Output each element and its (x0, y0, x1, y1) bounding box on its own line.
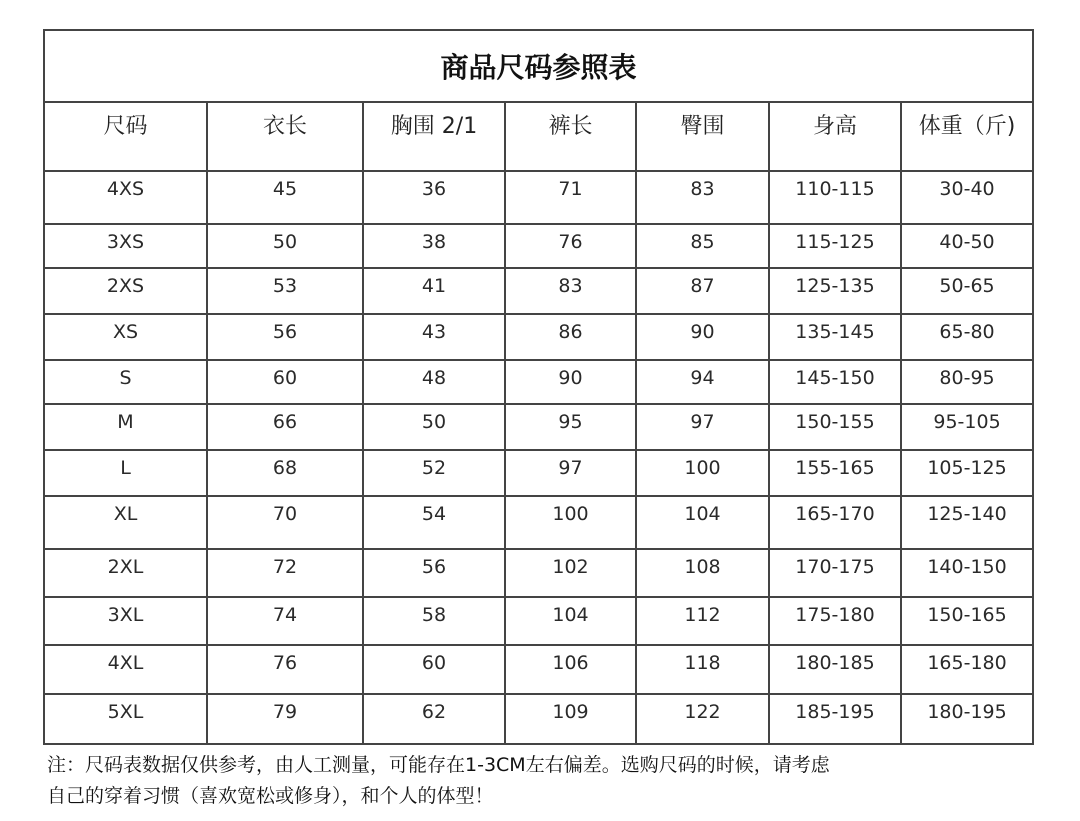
cell-weight: 40-50 (901, 224, 1033, 268)
cell-hip: 97 (636, 404, 769, 450)
cell-pants-length: 109 (505, 694, 636, 744)
cell-chest: 38 (363, 224, 505, 268)
cell-size: 4XS (44, 171, 207, 224)
cell-pants-length: 104 (505, 597, 636, 645)
cell-length: 76 (207, 645, 363, 694)
cell-length: 53 (207, 268, 363, 314)
cell-hip: 83 (636, 171, 769, 224)
cell-height: 180-185 (769, 645, 901, 694)
cell-weight: 150-165 (901, 597, 1033, 645)
table-row (44, 314, 1033, 360)
cell-chest: 54 (363, 496, 505, 549)
cell-chest: 58 (363, 597, 505, 645)
cell-pants-length: 76 (505, 224, 636, 268)
cell-hip: 94 (636, 360, 769, 404)
size-chart-table (43, 29, 1034, 745)
cell-size: L (44, 450, 207, 496)
table-row (44, 496, 1033, 549)
cell-height: 145-150 (769, 360, 901, 404)
cell-size: 3XS (44, 224, 207, 268)
header-chest: 胸围 2/1 (363, 102, 505, 171)
cell-chest: 41 (363, 268, 505, 314)
cell-hip: 104 (636, 496, 769, 549)
note (47, 750, 1047, 812)
cell-height: 135-145 (769, 314, 901, 360)
note-line-1: 注：尺码表数据仅供参考，由人工测量，可能存在1-3CM左右偏差。选购尺码的时候，请考虑 (47, 754, 830, 776)
cell-pants-length: 95 (505, 404, 636, 450)
cell-hip: 118 (636, 645, 769, 694)
cell-length: 70 (207, 496, 363, 549)
cell-hip: 108 (636, 549, 769, 597)
cell-weight: 30-40 (901, 171, 1033, 224)
cell-chest: 50 (363, 404, 505, 450)
cell-height: 125-135 (769, 268, 901, 314)
cell-pants-length: 83 (505, 268, 636, 314)
cell-pants-length: 97 (505, 450, 636, 496)
table-row (44, 360, 1033, 404)
cell-pants-length: 100 (505, 496, 636, 549)
cell-size: 3XL (44, 597, 207, 645)
cell-weight: 65-80 (901, 314, 1033, 360)
cell-weight: 95-105 (901, 404, 1033, 450)
cell-length: 45 (207, 171, 363, 224)
cell-weight: 125-140 (901, 496, 1033, 549)
note-line-2: 自己的穿着习惯（喜欢宽松或修身），和个人的体型！ (47, 785, 494, 807)
cell-hip: 90 (636, 314, 769, 360)
cell-chest: 48 (363, 360, 505, 404)
cell-length: 50 (207, 224, 363, 268)
cell-height: 115-125 (769, 224, 901, 268)
table-row (44, 694, 1033, 744)
cell-hip: 87 (636, 268, 769, 314)
cell-length: 60 (207, 360, 363, 404)
cell-length: 72 (207, 549, 363, 597)
table-row (44, 645, 1033, 694)
cell-chest: 36 (363, 171, 505, 224)
table-title: 商品尺码参照表 (44, 30, 1033, 102)
table-row (44, 404, 1033, 450)
cell-size: M (44, 404, 207, 450)
cell-size: 2XS (44, 268, 207, 314)
table-row (44, 549, 1033, 597)
cell-length: 74 (207, 597, 363, 645)
cell-weight: 140-150 (901, 549, 1033, 597)
cell-size: XS (44, 314, 207, 360)
cell-weight: 50-65 (901, 268, 1033, 314)
cell-height: 185-195 (769, 694, 901, 744)
cell-chest: 43 (363, 314, 505, 360)
cell-height: 165-170 (769, 496, 901, 549)
header-hip: 臀围 (636, 102, 769, 171)
cell-pants-length: 86 (505, 314, 636, 360)
cell-length: 56 (207, 314, 363, 360)
header-row (44, 102, 1033, 171)
cell-hip: 100 (636, 450, 769, 496)
cell-length: 68 (207, 450, 363, 496)
header-length: 衣长 (207, 102, 363, 171)
cell-hip: 122 (636, 694, 769, 744)
cell-size: 5XL (44, 694, 207, 744)
table-row (44, 597, 1033, 645)
cell-pants-length: 106 (505, 645, 636, 694)
cell-chest: 60 (363, 645, 505, 694)
header-height: 身高 (769, 102, 901, 171)
cell-height: 175-180 (769, 597, 901, 645)
cell-weight: 165-180 (901, 645, 1033, 694)
cell-chest: 62 (363, 694, 505, 744)
cell-hip: 112 (636, 597, 769, 645)
cell-hip: 85 (636, 224, 769, 268)
cell-length: 66 (207, 404, 363, 450)
cell-pants-length: 102 (505, 549, 636, 597)
table-row (44, 268, 1033, 314)
cell-height: 170-175 (769, 549, 901, 597)
cell-height: 110-115 (769, 171, 901, 224)
cell-size: 2XL (44, 549, 207, 597)
table-row (44, 450, 1033, 496)
table-row (44, 171, 1033, 224)
header-size: 尺码 (44, 102, 207, 171)
header-weight: 体重（斤) (901, 102, 1033, 171)
cell-pants-length: 71 (505, 171, 636, 224)
header-pants-length: 裤长 (505, 102, 636, 171)
cell-weight: 180-195 (901, 694, 1033, 744)
cell-chest: 52 (363, 450, 505, 496)
cell-pants-length: 90 (505, 360, 636, 404)
cell-weight: 105-125 (901, 450, 1033, 496)
cell-size: S (44, 360, 207, 404)
cell-height: 155-165 (769, 450, 901, 496)
cell-weight: 80-95 (901, 360, 1033, 404)
cell-size: XL (44, 496, 207, 549)
cell-size: 4XL (44, 645, 207, 694)
cell-height: 150-155 (769, 404, 901, 450)
table-row (44, 224, 1033, 268)
cell-chest: 56 (363, 549, 505, 597)
cell-length: 79 (207, 694, 363, 744)
